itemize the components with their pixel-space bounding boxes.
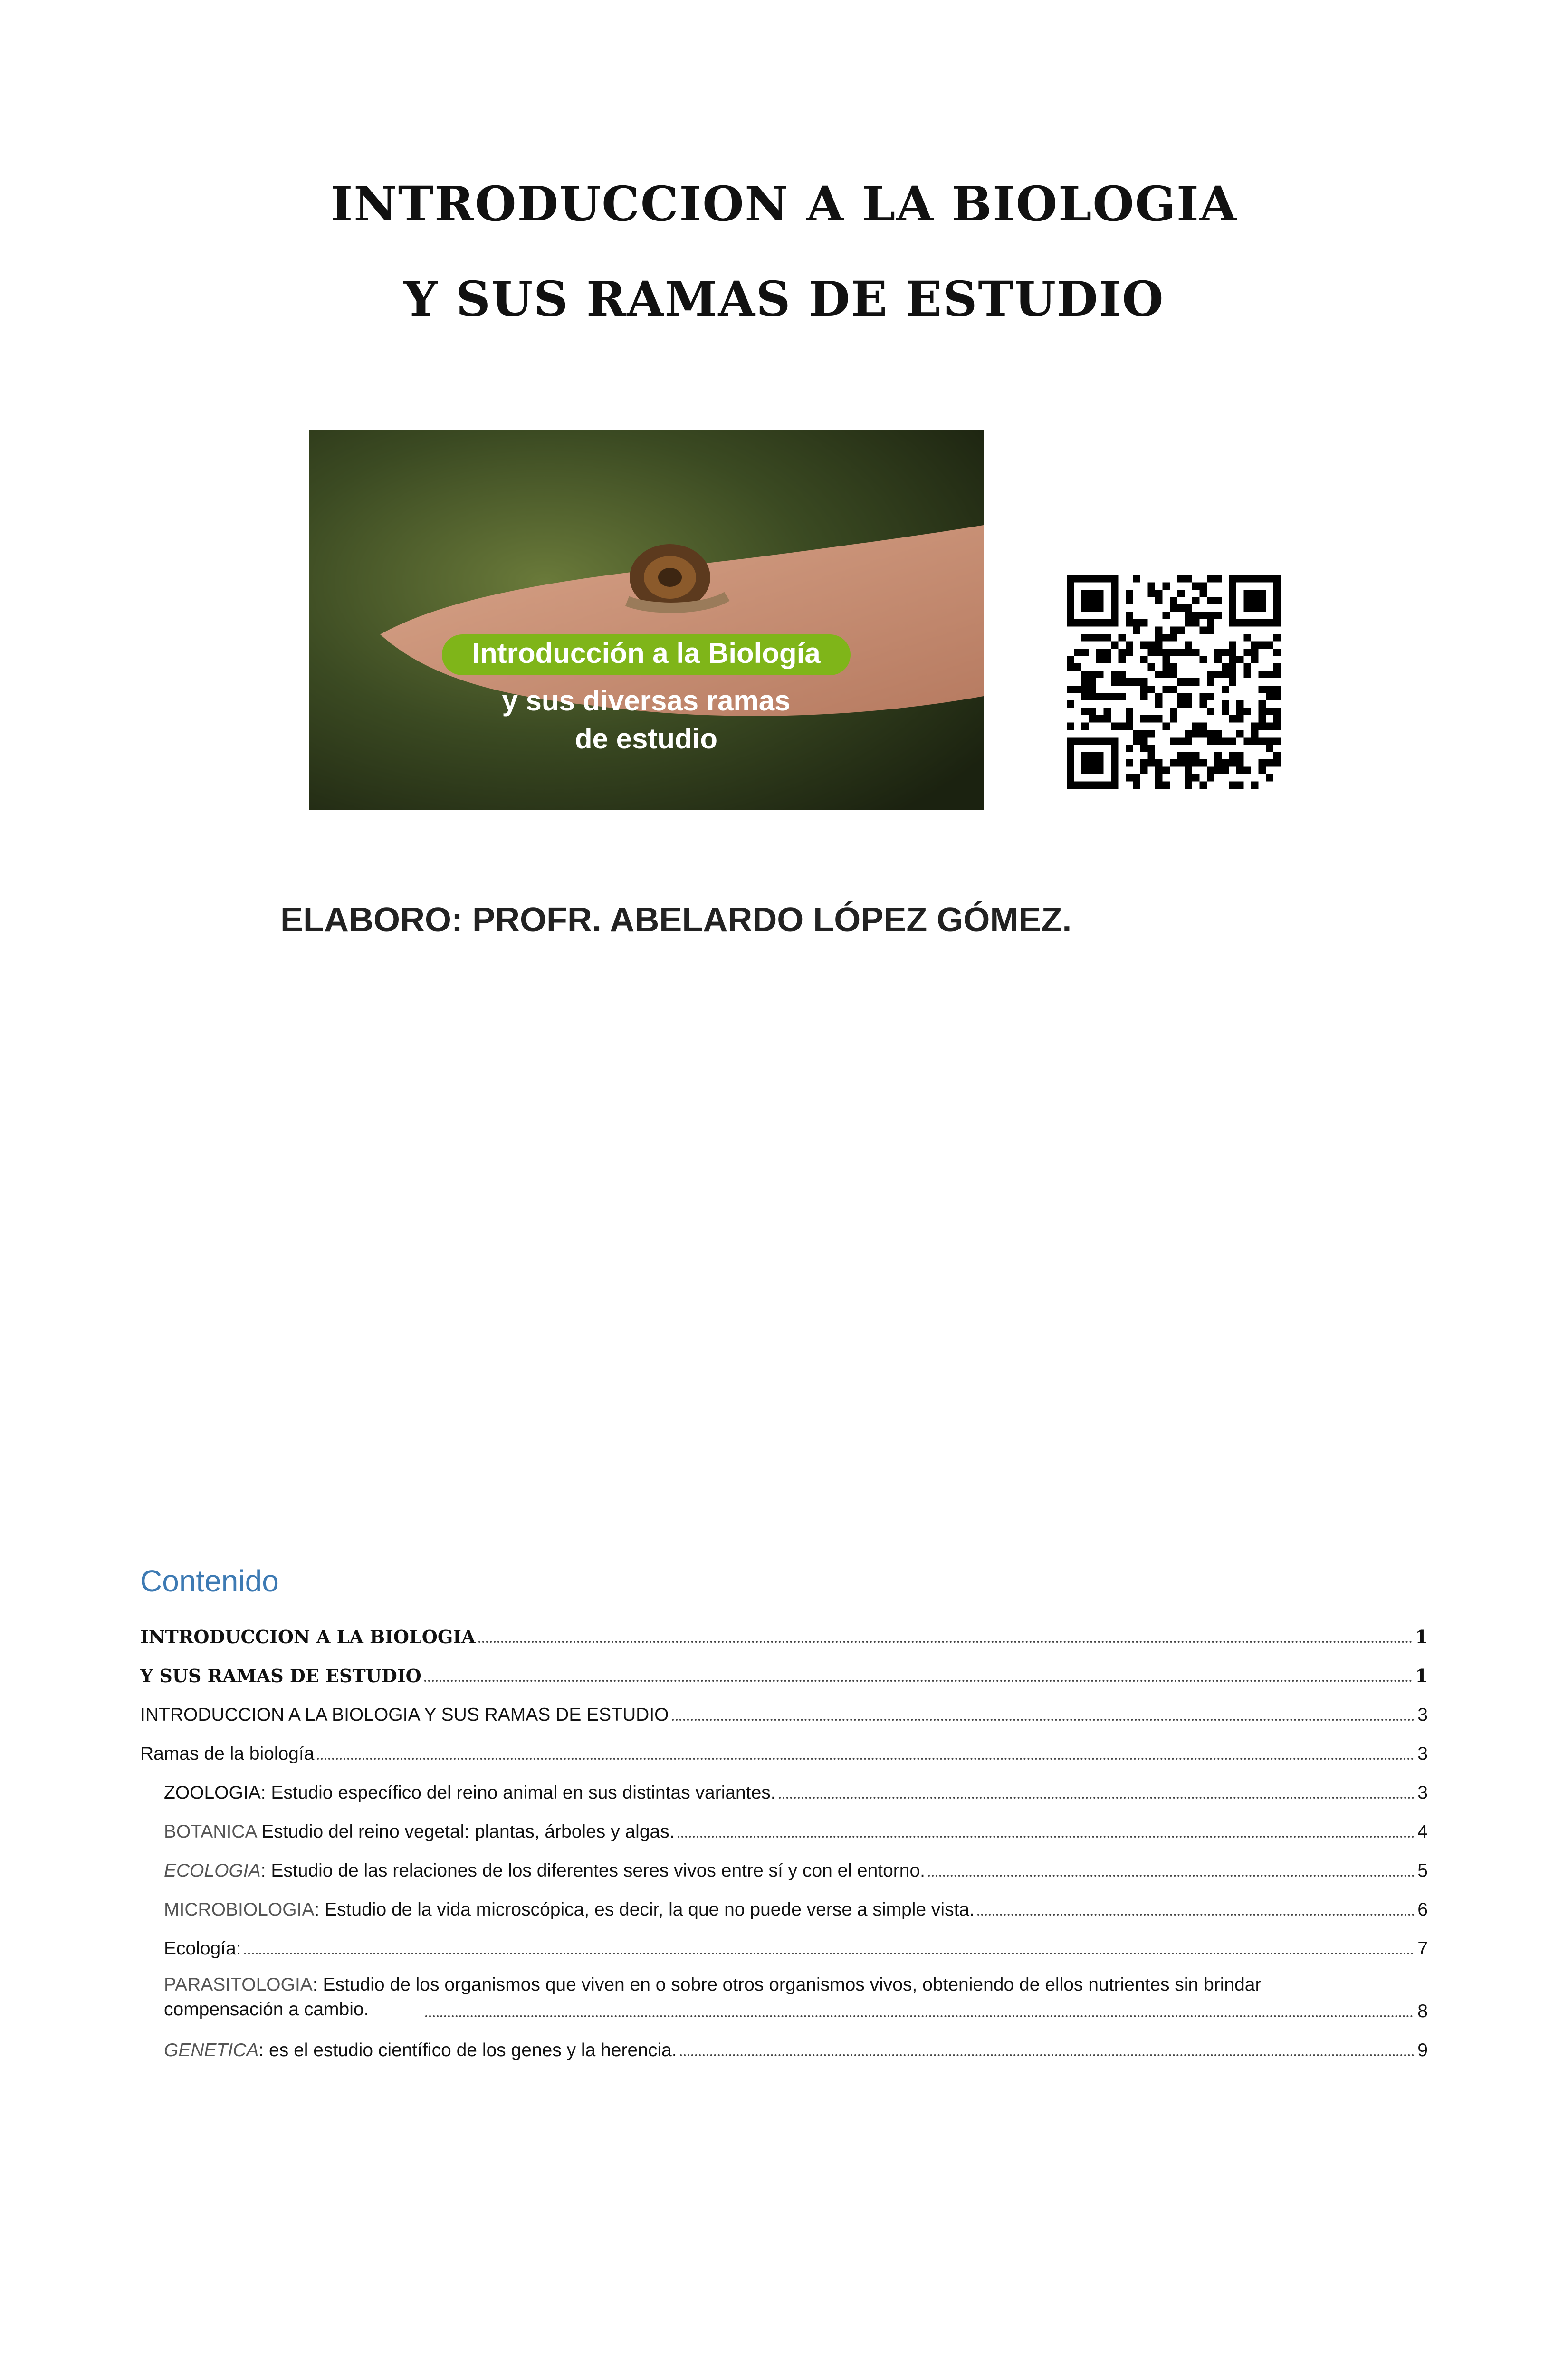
toc-entry[interactable] [140,1803,1428,1842]
toc-entry-page: 3 [1417,1782,1428,1803]
toc-entry[interactable] [140,1881,1428,1920]
toc-entry-prefix: GENETICA [164,2040,259,2060]
toc-entry-prefix: MICROBIOLOGIA [164,1899,315,1920]
toc-entry-text: : Estudio de los organismos que viven en o sobre otros organismos vivos, obteniendo de ellos nutrientes sin brindar compensación a cambio. [164,1974,1262,2020]
toc-entry[interactable] [140,1686,1428,1725]
toc-entry-prefix: BOTANICA [164,1821,257,1842]
cover-photo-snail-hand [309,430,984,810]
toc-entry-prefix: ECOLOGIA [164,1860,261,1881]
toc-entry-page: 5 [1417,1860,1428,1881]
table-of-contents [140,1609,1428,2061]
toc-entry-page: 6 [1417,1899,1428,1920]
toc-entry-page: 3 [1417,1705,1428,1725]
toc-entry[interactable] [140,1764,1428,1803]
toc-entry[interactable] [140,1648,1428,1686]
toc-entry-page: 8 [1417,2001,1428,2022]
toc-leader [425,2015,1414,2017]
toc-leader [928,1875,1415,1877]
toc-leader [317,1758,1415,1760]
toc-leader [977,1914,1415,1916]
toc-entry-text: : Estudio de las relaciones de los diferentes seres vivos entre sí y con el entorno. [260,1860,925,1881]
toc-entry-page: 4 [1417,1821,1428,1842]
toc-entry[interactable] [140,1725,1428,1764]
toc-leader [680,2054,1415,2056]
qr-code [1067,575,1281,789]
toc-entry-label: Y SUS RAMAS DE ESTUDIO [140,1665,421,1686]
toc-entry-label: Ramas de la biología [140,1744,315,1764]
toc-leader [672,1719,1415,1721]
toc-entry-label: INTRODUCCION A LA BIOLOGIA [140,1626,476,1648]
toc-entry-label [164,1899,975,1920]
toc-entry-page: 3 [1417,1744,1428,1764]
toc-entry-page: 9 [1417,2040,1428,2060]
toc-entry[interactable] [140,1842,1428,1881]
author-line: ELABORO: PROFR. ABELARDO LÓPEZ GÓMEZ. [280,901,1072,939]
cover-caption-line2: y sus diversas ramas [502,685,791,717]
toc-leader [779,1797,1415,1799]
toc-entry-page: 7 [1417,1938,1428,1959]
toc-entry-page: 1 [1415,1626,1428,1648]
cover-title-line1: INTRODUCCION A LA BIOLOGIA [330,176,1238,232]
toc-entry-text: : es el estudio científico de los genes y la herencia. [258,2040,677,2060]
toc-entry[interactable] [140,2022,1428,2061]
toc-leader [678,1836,1415,1838]
toc-heading: Contenido [140,1564,279,1598]
toc-entry[interactable] [140,1959,1428,2022]
toc-entry[interactable] [140,1609,1428,1648]
toc-entry-label: ZOOLOGIA: Estudio específico del reino animal en sus distintas variantes. [164,1782,776,1803]
toc-entry-text: Estudio del reino vegetal: plantas, árboles y algas. [256,1821,675,1842]
toc-entry-label [164,1973,1352,2022]
toc-leader [478,1641,1413,1643]
toc-entry-label [164,1821,675,1842]
cover-title-line2: Y SUS RAMAS DE ESTUDIO [403,271,1165,327]
cover-caption-line3: de estudio [574,723,718,755]
toc-entry-label [164,1860,925,1881]
cover-caption-line1: Introducción a la Biología [472,637,821,669]
toc-entry-label: INTRODUCCION A LA BIOLOGIA Y SUS RAMAS DE ESTUDIO [140,1705,669,1725]
toc-entry-text: : Estudio de la vida microscópica, es decir, la que no puede verse a simple vista. [314,1899,975,1920]
toc-leader [424,1680,1413,1682]
toc-leader [244,1953,1415,1954]
toc-entry-prefix: PARASITOLOGIA [164,1974,313,1995]
toc-entry-label [164,2040,677,2061]
toc-entry[interactable] [140,1920,1428,1959]
toc-entry-page: 1 [1415,1665,1428,1686]
toc-entry-label: Ecología: [164,1938,241,1959]
